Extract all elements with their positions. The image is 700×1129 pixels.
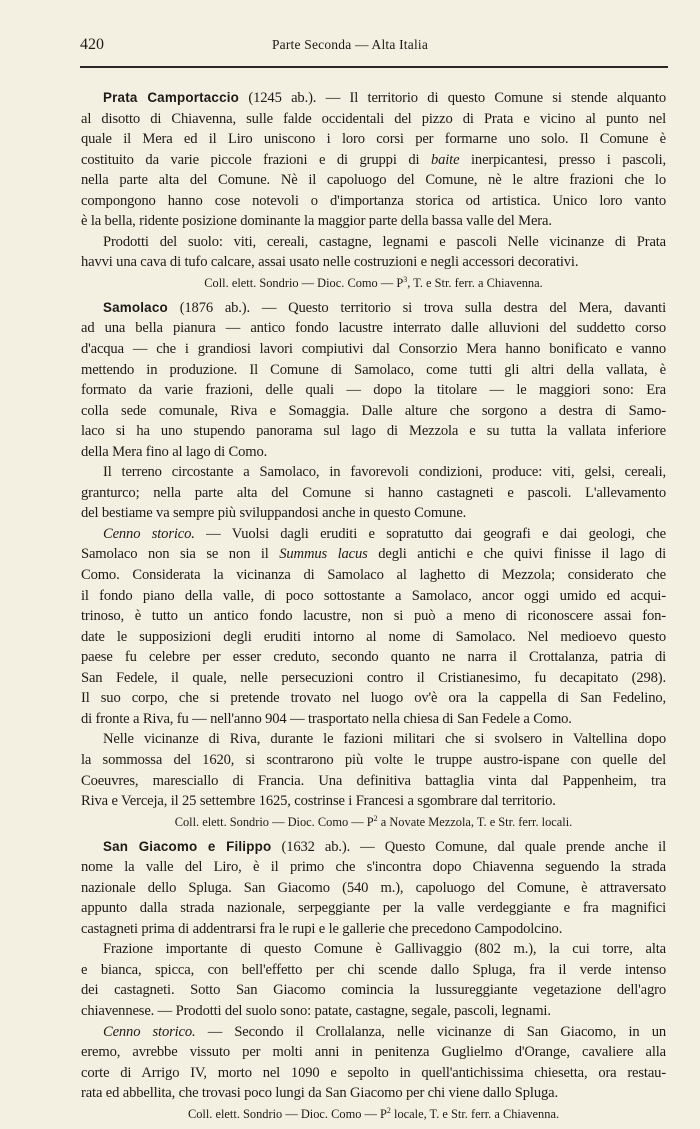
text-line: Il suo corpo, che si pretende trovato nel luogo ov'è ora la cappella di San Fedelino, bbox=[81, 690, 666, 707]
text-line: quale il Mera ed il Liro uniscono i loro corsi per formarne uno solo. Il Comune è bbox=[81, 131, 666, 148]
superscript: 2 bbox=[386, 1105, 391, 1115]
text-line: d'acqua — che i grandiosi lavori compiutivi dal Consorzio Mera hanno bonificato e vanno bbox=[81, 341, 666, 358]
text-line: chiavennese. — Prodotti del suolo sono: patate, castagne, segale, pascoli, legnami. bbox=[81, 1002, 551, 1019]
text-line: nazionale dello Spluga. San Giacomo (540 m.), capoluogo del Comune, è attraversato bbox=[81, 879, 666, 896]
text-line: formato da varie frazioni, delle quali — dopo la titolare — le maggiori sono: Era bbox=[81, 382, 666, 399]
superscript: 2 bbox=[373, 813, 378, 823]
text-line bbox=[81, 298, 666, 319]
text-span: Coll. elett. Sondrio — Dioc. Como — P bbox=[174, 814, 374, 829]
text-line: nome la valle del Liro, è il primo che s'incontra dopo Chiavenna seguendo la strada bbox=[81, 859, 666, 876]
text-line bbox=[81, 88, 666, 109]
text-line: corte di Arrigo IV, morto nel 1090 e sepolto in quell'antichissima chiesetta, ora restau- bbox=[81, 1064, 666, 1081]
text-line: Riva e Verceja, il 25 settembre 1625, costrinse i Francesi a sgombrare dal territorio. bbox=[81, 793, 556, 810]
text-line: della Mera fino al lago di Como. bbox=[81, 443, 268, 460]
text-line: rata ed abbellita, che trovasi poco lungi da San Giacomo per chi viene dallo Spluga. bbox=[81, 1085, 558, 1102]
italic-text: baite bbox=[430, 151, 460, 168]
text-line: granturco; nella parte alta del Comune si hanno castagneti e pascoli. L'allevamento bbox=[81, 484, 666, 501]
text-line bbox=[81, 150, 666, 171]
text-line: del bestiame va sempre più sviluppandosi anche in questo Comune. bbox=[81, 505, 467, 522]
running-title: Parte Seconda — Alta Italia bbox=[271, 37, 429, 52]
text-line: al disotto di Chiavenna, sulle falde occidentali del pizzo di Prata e vicino al punto nel bbox=[81, 110, 666, 127]
text-line: laco si ha uno stupendo panorama sul lago di Mezzola e su tutta la vallata inferiore bbox=[81, 423, 666, 440]
italic-text: Summus lacus bbox=[279, 546, 368, 563]
entry-title: Prata Camportaccio bbox=[103, 90, 240, 105]
text-span: Coll. elett. Sondrio — Dioc. Como — P bbox=[187, 1106, 387, 1121]
text-line: eremo, avrebbe vissuto per molti anni in penitenza Guglielmo d'Orange, cavaliere alla bbox=[81, 1044, 666, 1061]
text-span: (1245 ab.). — Il territorio di questo Comune si stende alquanto bbox=[239, 90, 666, 106]
text-line: Como. Considerata la vicinanza di Samolaco al laghetto di Mezzola; considerato che bbox=[81, 567, 666, 584]
text-line: di fronte a Riva, fu — nell'anno 904 — trasportato nella chiesa di San Fedele a Como. bbox=[81, 710, 572, 727]
text-line: dei castagneti. Sotto San Giacomo comincia la lussureggiante vegetazione dell'agro bbox=[81, 982, 666, 999]
text-line: paese fu celebre per esser creduto, secondo quanto ne narra il Crottalanza, patria di bbox=[81, 649, 666, 666]
text-line: il fondo piano della valle, di poco sottostante a Samolaco, ancor oggi umido ed acqui- bbox=[81, 587, 666, 604]
text-span: a Novate Mezzola, T. e Str. ferr. locali. bbox=[377, 814, 573, 829]
text-span: , T. e Str. ferr. a Chiavenna. bbox=[407, 275, 543, 290]
electoral-info bbox=[81, 1105, 666, 1124]
text-line bbox=[81, 524, 666, 545]
text-line: castagneti prima di addentrarsi fra le rupi e le gallerie che precedono Campodolcino. bbox=[81, 920, 563, 937]
text-line: la sommossa del 1620, si scontrarono più volte le truppe austro-ispane con quelle del bbox=[81, 751, 666, 768]
superscript: 3 bbox=[403, 274, 408, 284]
text-span: (1876 ab.). — Questo territorio si trova sulla destra del Mera, davanti bbox=[167, 299, 666, 316]
text-line: appunto dalla strada nazionale, serpeggiante per la valle verdeggiante e fra magnifici bbox=[81, 900, 666, 917]
electoral-info bbox=[81, 813, 666, 832]
text-line: nella parte alta del Comune. Nè il capoluogo del Comune, nè le altre frazioni che lo bbox=[81, 172, 666, 189]
text-span: inerpicantesi, presso i pascoli, bbox=[459, 151, 666, 168]
text-span: degli antichi e che quivi finisse il lago di bbox=[367, 546, 666, 563]
header-rule bbox=[80, 66, 668, 68]
text-line: Frazione importante di questo Comune è Gallivaggio (802 m.), la cui torre, alta bbox=[103, 941, 666, 958]
entry-section bbox=[81, 88, 666, 293]
text-span: Coll. elett. Sondrio — Dioc. Como — P bbox=[204, 275, 404, 290]
text-line: Prodotti del suolo: viti, cereali, castagne, legnami e pascoli Nelle vicinanze di Prata bbox=[103, 233, 666, 250]
text-line: havvi una cava di tufo calcare, assai usato nelle costruzioni e negli accessori decorativi. bbox=[81, 254, 579, 271]
text-line bbox=[81, 544, 666, 565]
text-span: (1632 ab.). — Questo Comune, dal quale prende anche il bbox=[271, 838, 666, 855]
text-line bbox=[81, 1022, 666, 1043]
entry-section bbox=[81, 837, 666, 1124]
text-line: Coeuvres, maresciallo di Francia. Una definitiva battaglia vinta dal Pappenheim, tra bbox=[81, 772, 666, 789]
text-line: compongono hanno cose notevoli o d'importanza storica od artistica. Unico loro vanto bbox=[81, 192, 666, 209]
text-span: — Vuolsi dagli eruditi e sopratutto dai geografi e dai geologi, che bbox=[194, 525, 666, 542]
text-line: è la bella, ridente posizione dominante la maggior parte della bassa valle del Mera. bbox=[81, 213, 552, 230]
text-line: e bianca, spicca, con bell'effetto per chi scende dallo Spluga, fra il verde intenso bbox=[81, 961, 666, 978]
text-line: trinoso, è tutto un antico fondo lacustre, non si può a meno di riconoscere assai fon- bbox=[81, 608, 666, 625]
text-span: locale, T. e Str. ferr. a Chiavenna. bbox=[390, 1106, 560, 1121]
electoral-info bbox=[81, 274, 666, 293]
text-span: Samolaco non sia se non il bbox=[81, 546, 280, 563]
entry-title: Samolaco bbox=[103, 299, 168, 315]
italic-text: Cenno storico. bbox=[103, 1023, 196, 1040]
text-line: ad una bella pianura — antico fondo lacustre interrato dalle alluvioni del suddetto corso bbox=[81, 320, 666, 337]
page-body bbox=[81, 88, 666, 1129]
text-line: mettendo in produzione. Il Comune di Samolaco, come tutti gli altri della vallata, è bbox=[81, 361, 666, 378]
text-line: colla sede comunale, Riva e Somaggia. Dalle alture che sorgono a destra di Samo- bbox=[81, 402, 666, 419]
text-line: San Fedele, il quale, nelle persecuzioni contro il Cristianesimo, fu decapitato (298). bbox=[81, 669, 666, 686]
text-line: Il terreno circostante a Samolaco, in favorevoli condizioni, produce: viti, gelsi, cereali, bbox=[103, 464, 666, 481]
text-span: costituito da varie piccole frazioni e di gruppi di bbox=[81, 151, 431, 168]
entry-section bbox=[81, 298, 666, 832]
page-number: 420 bbox=[80, 36, 104, 53]
text-line: date le supposizioni degli eruditi intorno al nome di Samolaco. Nel medioevo questo bbox=[81, 628, 666, 645]
italic-text: Cenno storico. bbox=[103, 525, 195, 542]
text-line bbox=[81, 837, 666, 858]
text-span: — Secondo il Crollalanza, nelle vicinanze di San Giacomo, in un bbox=[195, 1023, 666, 1040]
entry-title: San Giacomo e Filippo bbox=[103, 838, 272, 854]
text-line: Nelle vicinanze di Riva, durante le fazioni militari che si svolsero in Valtellina dopo bbox=[103, 731, 666, 748]
